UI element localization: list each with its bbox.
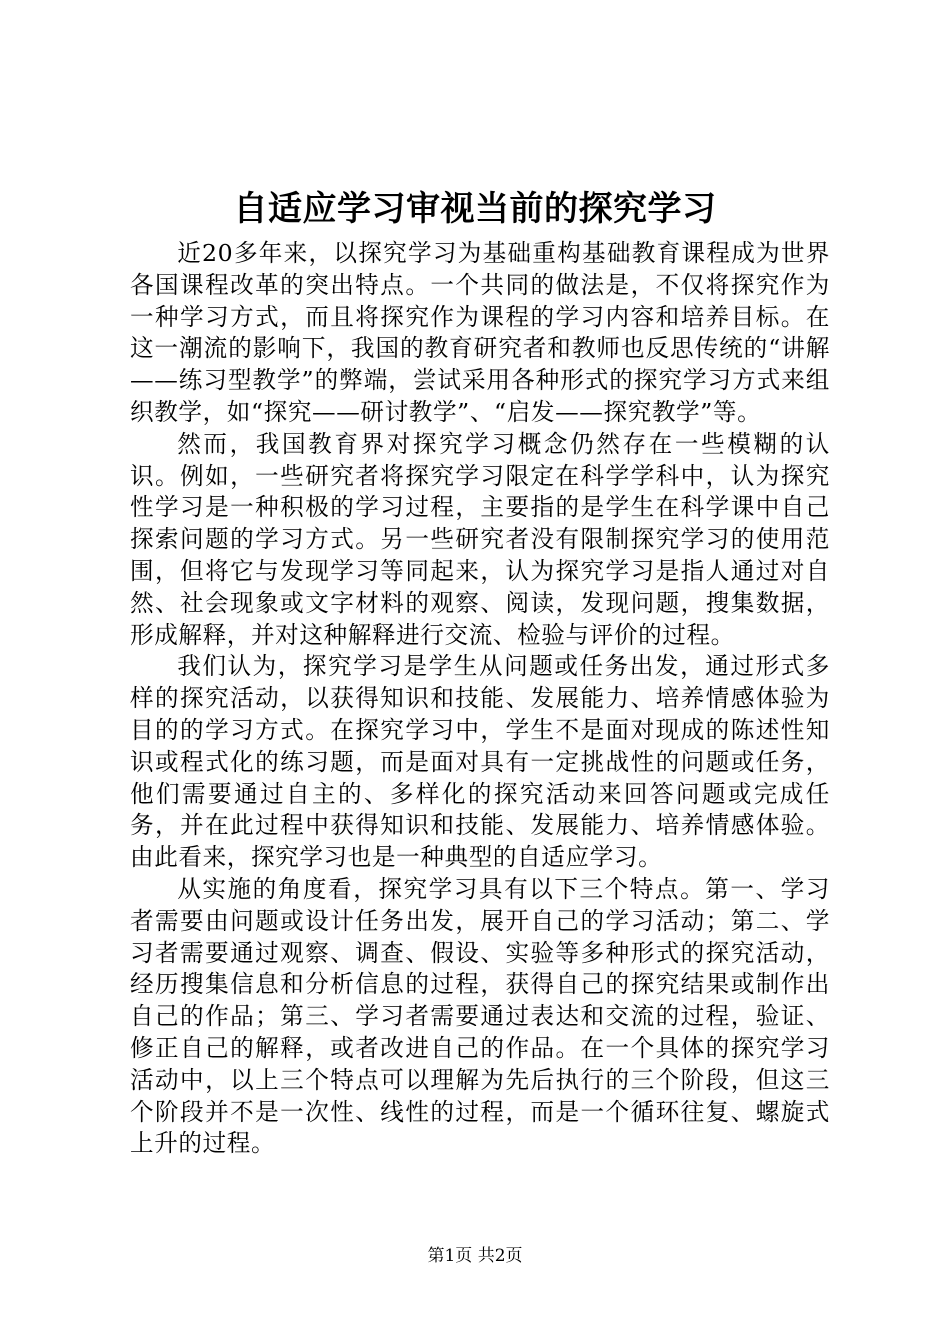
paragraph-1: 近20多年来，以探究学习为基础重构基础教育课程成为世界各国课程改革的突出特点。一个共同的做法是，不仅将探究作为一种学习方式，而且将探究作为课程的学习内容和培养目标。在这一潮流的影响下，我国的教育研究者和教师也反思传统的“讲解——练习型教学”的弊端，尝试采用各种形式的探究学习方式来组织教学，如“探究——研讨教学”、“启发——探究教学”等。: [130, 239, 830, 426]
page-number: 第1页 共2页: [427, 1246, 523, 1266]
page-title: 自适应学习审视当前的探究学习: [233, 189, 717, 229]
paragraph-2: 然而，我国教育界对探究学习概念仍然存在一些模糊的认识。例如，一些研究者将探究学习限定在科学学科中，认为探究性学习是一种积极的学习过程，主要指的是学生在科学课中自己探索问题的学习方式。另一些研究者没有限制探究学习的使用范围，但将它与发现学习等同起来，认为探究学习是指人通过对自然、社会现象或文字材料的观察、阅读，发现问题，搜集数据，形成解释，并对这种解释进行交流、检验与评价的过程。: [130, 429, 830, 649]
paragraph-4: 从实施的角度看，探究学习具有以下三个特点。第一、学习者需要由问题或设计任务出发，展开自己的学习活动；第二、学习者需要通过观察、调查、假设、实验等多种形式的探究活动，经历搜集信息和分析信息的过程，获得自己的探究结果或制作出自己的作品；第三、学习者需要通过表达和交流的过程，验证、修正自己的解释，或者改进自己的作品。在一个具体的探究学习活动中，以上三个特点可以理解为先后执行的三个阶段，但这三个阶段并不是一次性、线性的过程，而是一个循环往复、螺旋式上升的过程。: [130, 874, 830, 1158]
paragraph-3: 我们认为，探究学习是学生从问题或任务出发，通过形式多样的探究活动，以获得知识和技能、发展能力、培养情感体验为目的的学习方式。在探究学习中，学生不是面对现成的陈述性知识或程式化的练习题，而是面对具有一定挑战性的问题或任务，他们需要通过自主的、多样化的探究活动来回答问题或完成任务，并在此过程中获得知识和技能、发展能力、培养情感体验。由此看来，探究学习也是一种典型的自适应学习。: [130, 652, 830, 872]
document-body: [130, 238, 830, 1160]
